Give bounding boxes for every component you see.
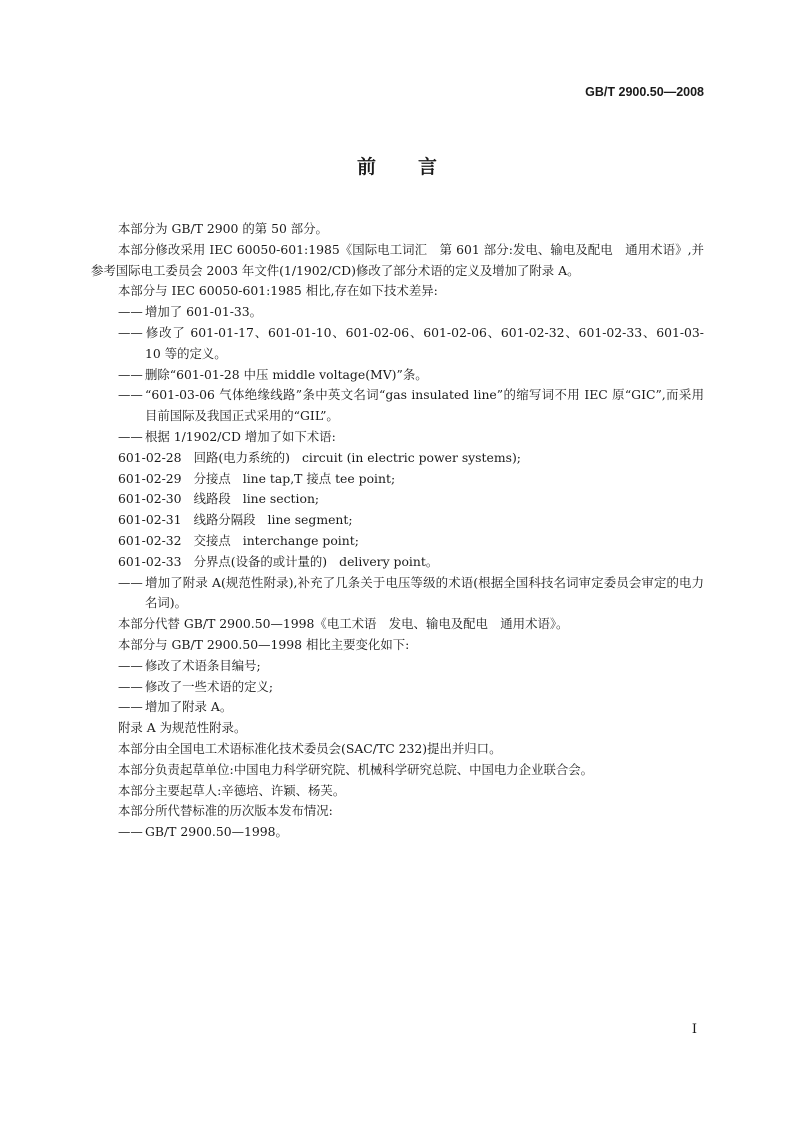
term-en: line tap,T 接点 tee point; — [242, 470, 396, 486]
dash-mark: —— — [118, 699, 143, 715]
paragraph: 本部分修改采用 IEC 60050-601:1985《国际电工词汇 第 601 部分:发电、输电及配电 通用术语》,并参考国际电工委员会 2003 年文件(1/1902/CD)修改了部分术语的定义及增加了附录 A。 — [91, 241, 704, 278]
dash-item: —— 修改了术语条目编号; — [91, 656, 704, 677]
dash-mark: —— — [118, 678, 143, 694]
dash-mark: —— — [118, 824, 143, 840]
paragraph: 本部分主要起草人:辛德培、许颖、杨芙。 — [118, 782, 346, 798]
term-en: line section; — [242, 491, 320, 507]
dash-item: —— 增加了附录 A(规范性附录),补充了几条关于电压等级的术语(根据全国科技名词审定委员会审定的电力名词)。 — [118, 574, 704, 611]
dash-mark: —— — [118, 304, 143, 320]
dash-item: —— “601-03-06 气体绝缘线路”条中英文名词“gas insulated line”的缩写词不用 IEC 原“GIC”,而采用目前国际及我国正式采用的“GIL”。 — [118, 387, 704, 424]
page-title: 前言 — [356, 156, 479, 178]
term-en: circuit (in electric power systems); — [301, 449, 521, 465]
dash-mark: —— — [118, 387, 143, 403]
term-row — [91, 552, 704, 573]
term-zh: 线路分隔段 — [193, 512, 256, 528]
term-zh: 分界点(设备的或计量的) — [193, 553, 328, 569]
term-zh: 回路(电力系统的) — [193, 449, 290, 465]
term-row — [91, 489, 704, 510]
dash-mark: —— — [118, 366, 143, 382]
term-row — [91, 448, 704, 469]
term-code: 601-02-30 — [118, 491, 182, 507]
dash-item: —— 增加了附录 A。 — [91, 697, 704, 718]
term-zh: 分接点 — [193, 470, 231, 486]
term-code: 601-02-31 — [118, 512, 182, 528]
standard-number: GB/T 2900.50—2008 — [585, 85, 704, 99]
term-row — [91, 469, 704, 490]
dash-item: —— 根据 1/1902/CD 增加了如下术语: — [91, 427, 704, 448]
paragraph: 本部分与 GB/T 2900.50—1998 相比主要变化如下: — [118, 636, 410, 652]
foreword-body — [91, 219, 704, 843]
term-zh: 线路段 — [193, 491, 231, 507]
term-row — [91, 510, 704, 531]
term-code: 601-02-29 — [118, 470, 182, 486]
paragraph: 本部分为 GB/T 2900 的第 50 部分。 — [118, 221, 328, 236]
term-code: 601-02-32 — [118, 532, 182, 548]
paragraph: 本部分负责起草单位:中国电力科学研究院、机械科学研究总院、中国电力企业联合会。 — [118, 761, 594, 777]
dash-item: —— 删除“601-01-28 中压 middle voltage(MV)”条。 — [91, 365, 704, 386]
dash-mark: —— — [118, 428, 143, 444]
page-number: I — [691, 1022, 697, 1037]
dash-mark: —— — [118, 574, 143, 590]
paragraph: 本部分所代替标准的历次版本发布情况: — [118, 803, 333, 819]
term-code: 601-02-33 — [118, 553, 182, 569]
term-en: line segment; — [267, 512, 353, 528]
dash-item: —— GB/T 2900.50—1998。 — [91, 822, 704, 843]
term-row — [91, 531, 704, 552]
term-code: 601-02-28 — [118, 449, 182, 465]
paragraph: 本部分由全国电工术语标准化技术委员会(SAC/TC 232)提出并归口。 — [118, 740, 502, 756]
dash-item: —— 修改了一些术语的定义; — [91, 677, 704, 698]
term-en: interchange point; — [242, 532, 359, 548]
dash-item: —— 增加了 601-01-33。 — [91, 302, 704, 323]
dash-mark: —— — [118, 657, 143, 673]
dash-mark: —— — [118, 324, 143, 340]
dash-item: —— 修改了 601-01-17、601-01-10、601-02-06、601-02-06、601-02-32、601-02-33、601-03-10 等的定义。 — [118, 324, 704, 361]
paragraph: 附录 A 为规范性附录。 — [118, 720, 247, 736]
paragraph: 本部分与 IEC 60050-601:1985 相比,存在如下技术差异: — [118, 283, 438, 299]
term-en: delivery point。 — [339, 553, 439, 569]
paragraph: 本部分代替 GB/T 2900.50—1998《电工术语 发电、输电及配电 通用术语》。 — [118, 616, 569, 632]
term-zh: 交接点 — [193, 532, 231, 548]
